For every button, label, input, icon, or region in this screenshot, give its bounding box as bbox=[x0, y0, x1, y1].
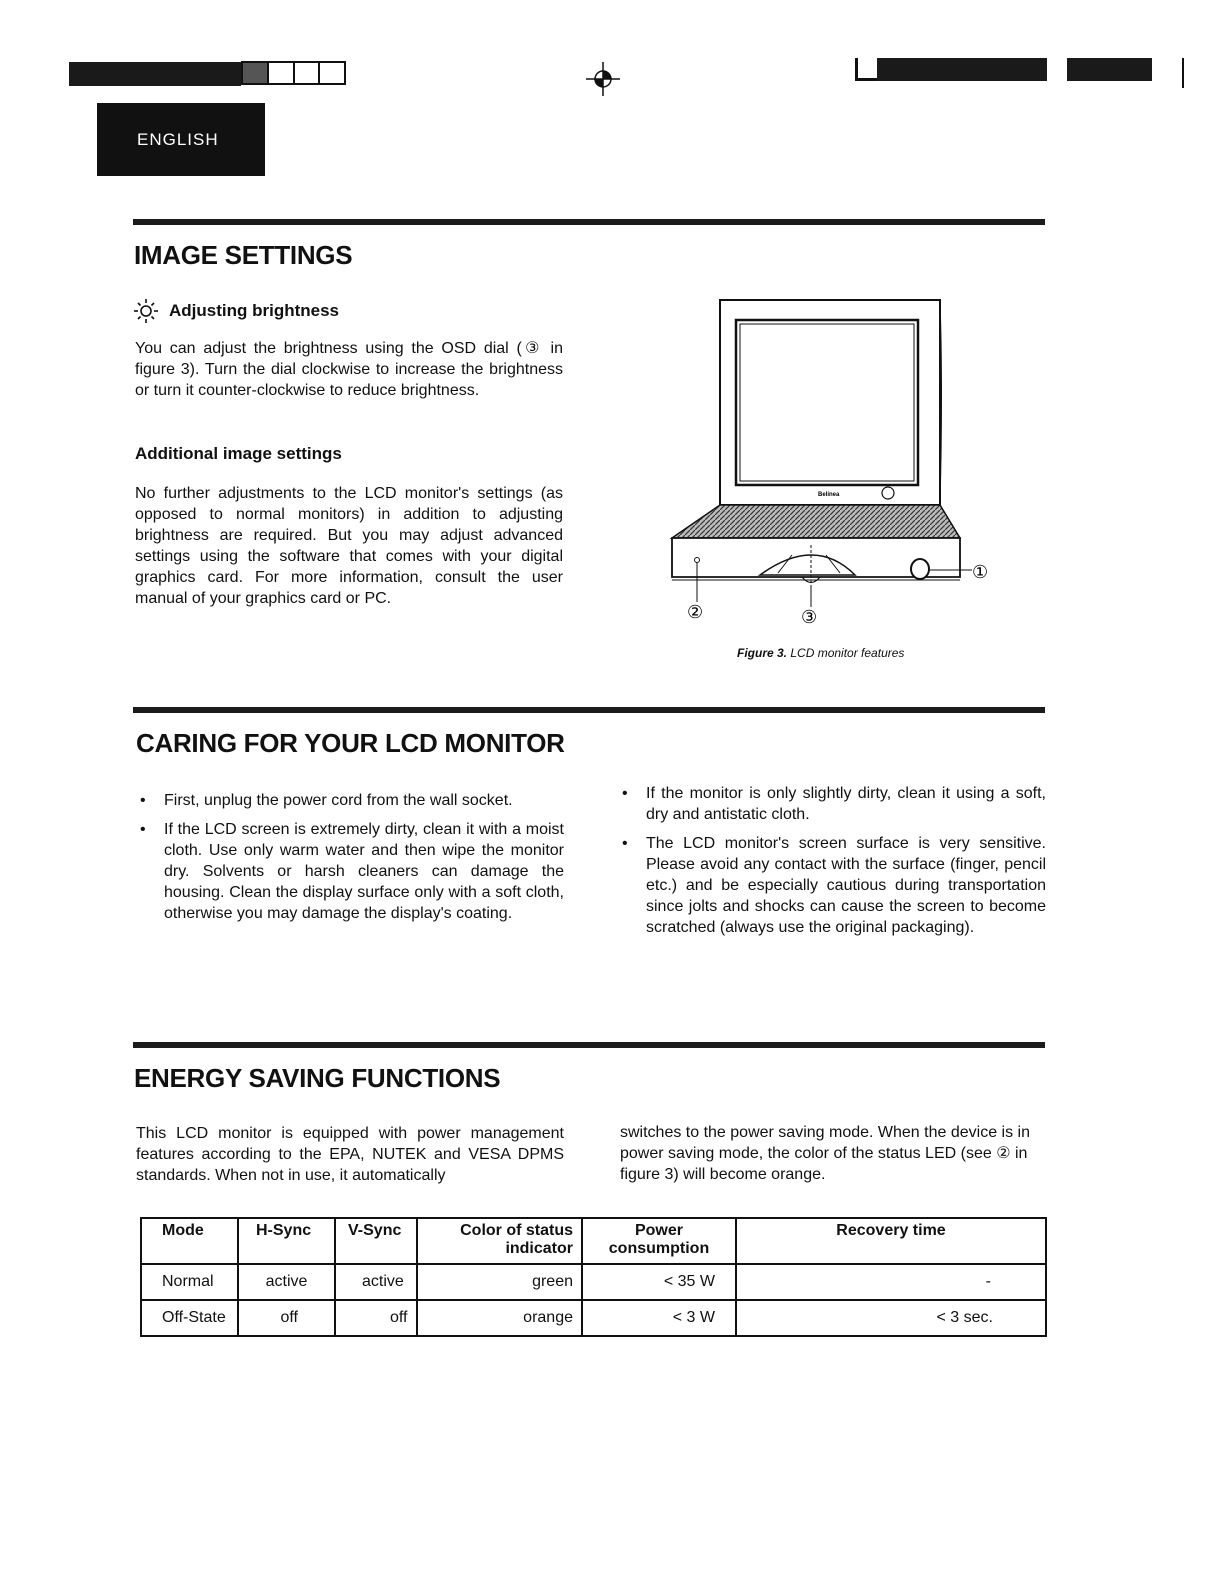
sun-icon bbox=[133, 298, 159, 324]
energy-text-left: This LCD monitor is equipped with power management features according to the EPA, NUTEK and VESA DPMS standards. When not in use, it automatically bbox=[136, 1125, 564, 1184]
cell-power: < 3 W bbox=[582, 1300, 736, 1336]
header-tick-right bbox=[1182, 58, 1184, 88]
list-item: • First, unplug the power cord from the wall socket. bbox=[136, 790, 564, 811]
caring-list-left bbox=[136, 790, 564, 932]
figure-caption-text: LCD monitor features bbox=[790, 646, 905, 660]
header-color: Color of status indicator bbox=[417, 1218, 582, 1264]
callout-1: ① bbox=[972, 562, 989, 583]
monitor-brand: Belinea bbox=[818, 492, 840, 498]
header-power: Power consumption bbox=[582, 1218, 736, 1264]
language-label: ENGLISH bbox=[137, 129, 219, 149]
lcd-monitor-figure bbox=[660, 290, 1000, 630]
cell-power: < 35 W bbox=[582, 1264, 736, 1300]
additional-settings-heading: Additional image settings bbox=[135, 444, 342, 463]
caring-list-right bbox=[618, 783, 1046, 946]
cell-hsync: active bbox=[238, 1264, 335, 1300]
header-bar-right bbox=[877, 58, 1047, 81]
brightness-heading: Adjusting brightness bbox=[169, 301, 339, 320]
cell-color: green bbox=[417, 1264, 582, 1300]
cell-mode: Off-State bbox=[141, 1300, 238, 1336]
header-hsync: H-Sync bbox=[238, 1218, 335, 1264]
cell-recovery: - bbox=[736, 1264, 1046, 1300]
callout-2: ② bbox=[687, 602, 704, 623]
section-title-caring: CARING FOR YOUR LCD MONITOR bbox=[136, 728, 565, 758]
cell-vsync: active bbox=[335, 1264, 417, 1300]
section-title-image-settings: IMAGE SETTINGS bbox=[134, 240, 353, 270]
figure-caption bbox=[737, 646, 904, 660]
monitor-screen bbox=[736, 320, 918, 485]
section-rule-energy bbox=[133, 1042, 1045, 1048]
table-header-row bbox=[141, 1218, 1046, 1264]
power-modes-table bbox=[140, 1217, 1047, 1337]
cell-recovery: < 3 sec. bbox=[736, 1300, 1046, 1336]
header-boxes-left bbox=[241, 61, 346, 85]
brightness-heading-row bbox=[133, 298, 339, 324]
list-item: • If the monitor is only slightly dirty, clean it using a soft, dry and antistatic cloth. bbox=[618, 783, 1046, 825]
header-vsync: V-Sync bbox=[335, 1218, 417, 1264]
cell-color: orange bbox=[417, 1300, 582, 1336]
monitor-base-top bbox=[672, 505, 960, 538]
section-rule-caring bbox=[133, 707, 1045, 713]
callout-3: ③ bbox=[801, 607, 818, 628]
registration-mark-icon bbox=[586, 62, 620, 96]
list-item: • The LCD monitor's screen surface is very sensitive. Please avoid any contact with the surface (finger, pencil etc.) and be especially cautious during transportation since jolts and shocks can cause the screen to become scratched (always use the original packaging). bbox=[618, 833, 1046, 938]
brightness-text: You can adjust the brightness using the OSD dial (③ in figure 3). Turn the dial clockwise to increase the brightness or turn it counter-clockwise to reduce brightness. bbox=[135, 340, 563, 399]
language-tab bbox=[97, 103, 265, 176]
header-bar-left bbox=[69, 62, 241, 86]
table-row bbox=[141, 1264, 1046, 1300]
cell-vsync: off bbox=[335, 1300, 417, 1336]
list-item: • If the LCD screen is extremely dirty, clean it with a moist cloth. Use only warm water and then wipe the monitor dry. Solvents or harsh cleaners can damage the housing. Clean the display surface only with a soft cloth, otherwise you may damage the display's coating. bbox=[136, 819, 564, 924]
section-title-energy: ENERGY SAVING FUNCTIONS bbox=[134, 1063, 501, 1093]
table-row bbox=[141, 1300, 1046, 1336]
cell-mode: Normal bbox=[141, 1264, 238, 1300]
header-mode: Mode bbox=[141, 1218, 238, 1264]
additional-settings-text: No further adjustments to the LCD monitor's settings (as opposed to normal monitors) in addition to adjusting brightness are required. But you may adjust advanced settings using the software that comes with your digital graphics card. For more information, consult the user manual of your graphics card or PC. bbox=[135, 485, 563, 607]
cell-hsync: off bbox=[238, 1300, 335, 1336]
header-bar-right-gap bbox=[1047, 58, 1067, 81]
power-button bbox=[911, 559, 929, 579]
figure-caption-label: Figure 3. bbox=[737, 646, 788, 660]
energy-text-right: switches to the power saving mode. When the device is in power saving mode, the color of the status LED (see ② in figure 3) will become orange. bbox=[620, 1124, 1030, 1183]
header-bracket-right-base bbox=[855, 78, 877, 81]
header-bar-right-2 bbox=[1067, 58, 1152, 81]
section-rule-image bbox=[133, 219, 1045, 225]
header-recovery: Recovery time bbox=[736, 1218, 1046, 1264]
